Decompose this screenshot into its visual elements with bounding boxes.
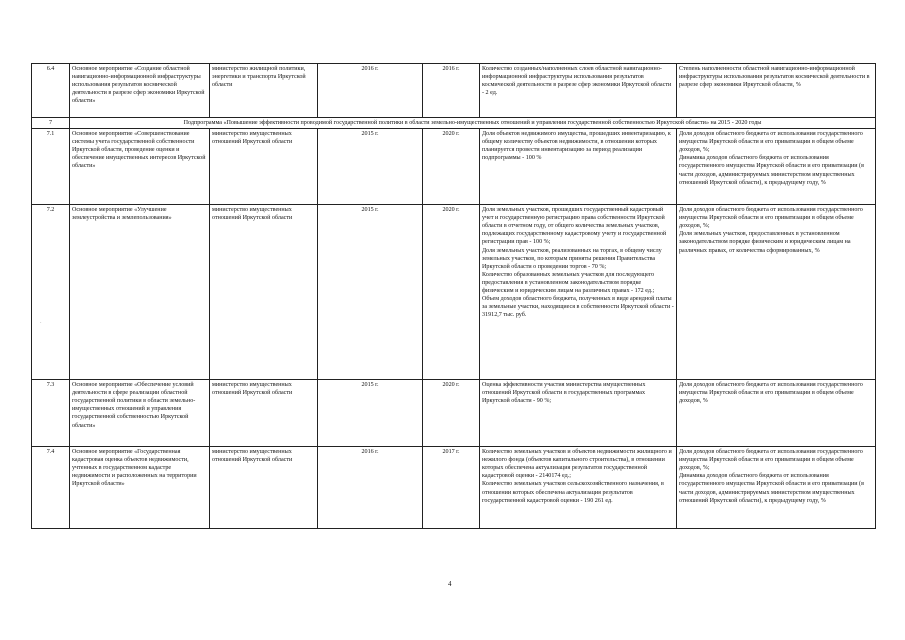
- executor: министерство имущественных отношений Иркутской области: [210, 129, 318, 205]
- start-date: 2015 г.: [318, 129, 423, 205]
- expected-result: Количество земельных участков и объектов недвижимости жилищного и нежилого фонда (объектов капитального строительства), в отношении которых обеспечена актуализация результатов государственной кадастровой оценки - 2140174 ед.; Количество земельных участков сельскохозяйственного назначения, в отношении которых обеспечена актуализация результатов государственной кадастровой оценки - 190 261 ед.: [480, 447, 677, 529]
- start-date: 2015 г.: [318, 205, 423, 380]
- table-row: [32, 64, 876, 118]
- end-date: 2020 г.: [423, 205, 480, 380]
- end-date: 2020 г.: [423, 129, 480, 205]
- executor: министерство имущественных отношений Иркутской области: [210, 205, 318, 380]
- page-number: 4: [448, 580, 452, 588]
- target-indicator: Доля доходов областного бюджета от использования государственного имущества Иркутской области и его приватизации в общем объеме доходов, %; Динамика доходов областного бюджета от использования государственного имущества Иркутской области и его приватизации (в части доходов, администрируемых министерством имущественных отношений Иркутской области), к предыдущему году, %: [677, 129, 876, 205]
- expected-result: Количество созданных/наполненных слоев областной навигационно-информационной инфраструктуры использования результатов космической деятельности в разрезе сфер экономики Иркутской области - 2 ед.: [480, 64, 677, 118]
- program-number: 7: [32, 118, 70, 129]
- table-row: [32, 380, 876, 447]
- target-indicator: Доля доходов областного бюджета от использования государственного имущества Иркутской области и его приватизации в общем объеме доходов, %; Доля земельных участков, предоставленных в установленном законодательством порядке физическим и юридическим лицам на различных правах, от количества сформированных, %: [677, 205, 876, 380]
- expected-result: Доля объектов недвижимого имущества, прошедших инвентаризацию, к общему количеству объектов недвижимости, в отношении которых планируется провести инвентаризацию за период реализации подпрограммы - 100 %: [480, 129, 677, 205]
- executor: министерство имущественных отношений Иркутской области: [210, 447, 318, 529]
- event-name: Основное мероприятие «Улучшение землеустройства и землепользования»: [70, 205, 210, 380]
- end-date: 2016 г.: [423, 64, 480, 118]
- end-date: 2020 г.: [423, 380, 480, 447]
- target-indicator: Доля доходов областного бюджета от использования государственного имущества Иркутской области и его приватизации в общем объеме доходов, %: [677, 380, 876, 447]
- row-number: 6.4: [32, 64, 70, 118]
- start-date: 2016 г.: [318, 447, 423, 529]
- expected-result: Оценка эффективности участия министерства имущественных отношений Иркутской области в государственных программах Иркутской области - 90 %;: [480, 380, 677, 447]
- event-name: Основное мероприятие «Создание областной навигационно-информационной инфраструктуры использования результатов космической деятельности в разрезе сфер экономики Иркутской области»: [70, 64, 210, 118]
- margin-mark: ·: [40, 321, 42, 326]
- measures-table: [31, 63, 876, 529]
- start-date: 2016 г.: [318, 64, 423, 118]
- program-title: Подпрограмма «Повышение эффективности проводимой государственной политики в области земельно-имущественных отношений и управления государственной собственностью Иркутской области» на 2015 - 2020 годы: [70, 118, 876, 129]
- target-indicator: Степень наполненности областной навигационно-информационной инфраструктуры использования результатов космической деятельности в разрезе сфер экономики Иркутской области, %: [677, 64, 876, 118]
- start-date: 2015 г.: [318, 380, 423, 447]
- row-number: 7.3: [32, 380, 70, 447]
- event-name: Основное мероприятие «Совершенствование системы учета государственной собственности Иркутской области, проведение оценки и обеспечение имущественных интересов Иркутской области»: [70, 129, 210, 205]
- event-name: Основное мероприятие «Обеспечение условий деятельности в сфере реализации областной государственной политики в области земельно-имущественных отношений и управления государственной собственностью Иркутской области»: [70, 380, 210, 447]
- row-number: 7.1: [32, 129, 70, 205]
- executor: министерство жилищной политики, энергетики и транспорта Иркутской области: [210, 64, 318, 118]
- table-row: [32, 447, 876, 529]
- program-row: [32, 118, 876, 129]
- target-indicator: Доля доходов областного бюджета от использования государственного имущества Иркутской области и его приватизации в общем объеме доходов, %; Динамика доходов областного бюджета от использования государственного имущества Иркутской области и его приватизации (в части доходов, администрируемых министерством имущественных отношений Иркутской области), к предыдущему году, %: [677, 447, 876, 529]
- table-row: [32, 205, 876, 380]
- event-name: Основное мероприятие «Государственная кадастровая оценка объектов недвижимости, учтенных в государственном кадастре недвижимости и расположенных на территории Иркутской области»: [70, 447, 210, 529]
- row-number: 7.2: [32, 205, 70, 380]
- table-row: [32, 129, 876, 205]
- executor: министерство имущественных отношений Иркутской области: [210, 380, 318, 447]
- end-date: 2017 г.: [423, 447, 480, 529]
- row-number: 7.4: [32, 447, 70, 529]
- expected-result: Доля земельных участков, прошедших государственный кадастровый учет и государственную регистрацию права собственности Иркутской области в отчетном году, от общего количества земельных участков, подлежащих государственному кадастровому учету и государственной регистрации прав - 100 %; Доля земельных участков, реализованных на торгах, в общему числу земельных участков, по которым приняты решения Правительства Иркутской области о проведении торгов - 70 %; Количество образованных земельных участков для последующего предоставления в установленном законодательством порядке физическим и юридическим лицам на различных правах - 172 ед.; Объем доходов областного бюджета, полученных в виде арендной платы за земельные участки, находящиеся в собственности Иркутской области - 31912,7 тыс. руб.: [480, 205, 677, 380]
